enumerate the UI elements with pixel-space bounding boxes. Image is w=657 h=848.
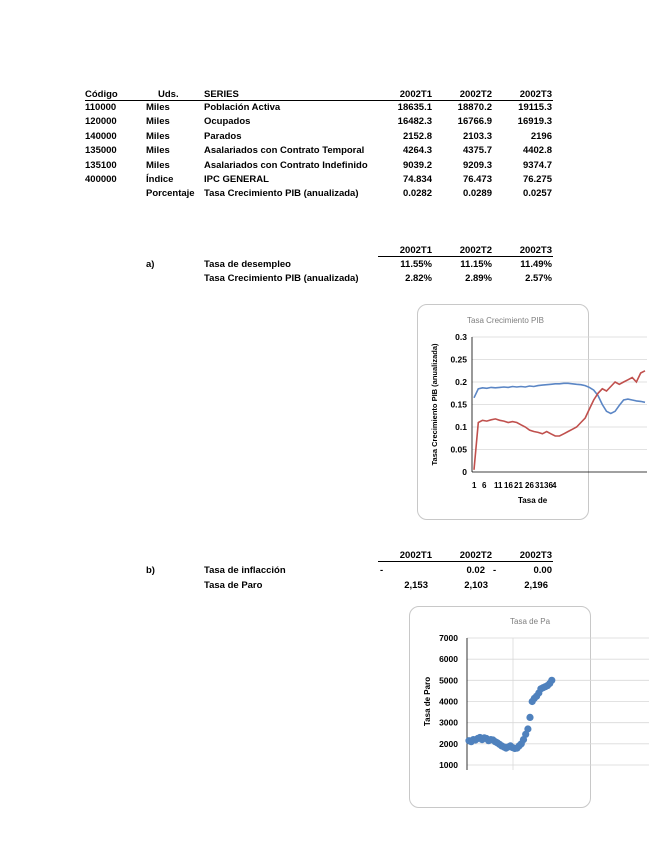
chart-pib-ytick: 0 — [462, 467, 467, 477]
section-a-row-1-v3: 11.49% — [520, 259, 552, 270]
chart-paro-ytick: 5000 — [439, 675, 458, 686]
table-cell-v1: 9039.2 — [402, 159, 432, 171]
section-a-row-1-name: Tasa de desempleo — [204, 259, 291, 270]
chart-pib-ytick: 0.15 — [450, 399, 467, 410]
section-a-header-3: 2002T3 — [519, 245, 552, 256]
table-cell-v1: 0.0282 — [402, 188, 432, 200]
section-b-row-2-v2: 2,103 — [464, 580, 488, 591]
header-codigo: Código — [85, 89, 118, 100]
section-b-row-2-name: Tasa de Paro — [204, 580, 263, 591]
chart-paro-ytick: 3000 — [439, 717, 458, 728]
table-cell-v3: 4402.8 — [522, 145, 552, 157]
table-cell-v2: 18870.2 — [457, 102, 492, 113]
table-cell-series: Asalariados con Contrato Indefinido — [204, 159, 368, 171]
section-b-row-1-v3: 0.00 — [533, 565, 552, 576]
table-cell-v1: 18635.1 — [397, 102, 432, 113]
table-cell-uds: Miles — [146, 116, 170, 128]
table-cell-v3: 76.275 — [522, 174, 552, 185]
table-cell-uds: Miles — [146, 102, 170, 113]
section-b-row-1-v2: 0.02 — [466, 565, 485, 576]
chart-pib-ytick: 0.1 — [455, 422, 467, 432]
chart-pib-ytick: 0.25 — [450, 354, 467, 365]
chart-pib-title: Tasa Crecimiento PIB — [467, 316, 544, 325]
chart-paro-clip — [409, 606, 553, 770]
chart-pib-xtick: 36 — [544, 481, 553, 490]
table-cell-series: Parados — [204, 130, 242, 142]
chart-paro-point — [548, 677, 555, 684]
chart-pib-xtick: 21 — [514, 481, 523, 490]
header-series: SERIES — [204, 89, 239, 100]
table-cell-v2: 4375.7 — [462, 145, 492, 157]
table-cell-v3: 16919.3 — [517, 116, 552, 128]
table-cell-v1: 16482.3 — [397, 116, 432, 128]
section-a-row-2-name: Tasa Crecimiento PIB (anualizada) — [204, 273, 359, 284]
table-cell-codigo: 400000 — [85, 174, 117, 185]
section-b-row-2-v1: 2,153 — [404, 580, 428, 591]
section-a-label: a) — [146, 259, 155, 270]
section-b-row-2-v3: 2,196 — [524, 580, 548, 591]
section-b-header-3: 2002T3 — [519, 550, 552, 561]
section-b-divider — [378, 561, 553, 562]
chart-pib-xtick: 4 — [552, 481, 557, 490]
section-a-divider — [378, 256, 553, 257]
table-cell-series: Ocupados — [204, 116, 251, 128]
table-cell-v3: 0.0257 — [522, 188, 552, 200]
section-b-label: b) — [146, 565, 155, 576]
table-cell-v2: 16766.9 — [457, 116, 492, 128]
table-cell-codigo: 120000 — [85, 116, 117, 128]
chart-pib — [417, 304, 657, 519]
chart-paro-ytick: 7000 — [439, 633, 458, 643]
table-cell-codigo: 135100 — [85, 159, 117, 171]
section-b-row-1-sep: - — [493, 565, 497, 576]
header-divider — [85, 100, 553, 101]
section-b-header-1: 2002T1 — [399, 550, 432, 561]
chart-paro-ytick: 6000 — [439, 654, 458, 665]
chart-pib-ytick: 0.2 — [455, 377, 467, 387]
section-b-header-2: 2002T2 — [459, 550, 492, 561]
section-a-header-1: 2002T1 — [399, 245, 432, 256]
header-period-3: 2002T3 — [519, 89, 552, 100]
section-a-row-2-v2: 2.89% — [465, 273, 492, 284]
section-a-header-2: 2002T2 — [459, 245, 492, 256]
section-a-row-2-v1: 2.82% — [405, 273, 432, 284]
table-cell-v2: 9209.3 — [462, 159, 492, 171]
section-a-row-1-v2: 11.15% — [460, 259, 492, 270]
chart-paro — [409, 606, 649, 770]
table-cell-series: Asalariados con Contrato Temporal — [204, 145, 365, 157]
table-cell-series: IPC GENERAL — [204, 174, 269, 185]
chart-pib-xlabel: Tasa de — [518, 496, 548, 505]
chart-pib-series-red — [474, 371, 645, 470]
chart-pib-ytick: 0.3 — [455, 332, 467, 342]
table-cell-v3: 19115.3 — [518, 102, 552, 113]
table-cell-v2: 2103.3 — [462, 130, 492, 142]
table-cell-uds: Miles — [146, 130, 170, 142]
header-period-1: 2002T1 — [399, 89, 432, 100]
table-cell-v3: 2196 — [530, 130, 552, 142]
chart-pib-ylabel: Tasa Crecimiento PIB (anualizada) — [430, 343, 439, 466]
table-cell-v2: 76.473 — [462, 174, 492, 185]
header-uds: Uds. — [158, 89, 179, 100]
table-cell-series: Tasa Crecimiento PIB (anualizada) — [204, 188, 359, 200]
section-a-row-2-v3: 2.57% — [525, 273, 552, 284]
chart-paro-ytick: 1000 — [439, 760, 458, 770]
chart-pib-xtick: 16 — [504, 481, 513, 490]
chart-pib-xtick: 11 — [494, 481, 503, 490]
table-cell-v2: 0.0289 — [462, 188, 492, 200]
table-cell-v1: 2152.8 — [402, 130, 432, 142]
table-cell-v1: 74.834 — [402, 174, 432, 185]
table-cell-uds: Miles — [146, 159, 170, 171]
chart-paro-point — [526, 714, 533, 721]
chart-pib-series-blue — [474, 383, 645, 413]
table-cell-codigo: 135000 — [85, 145, 117, 157]
table-cell-uds: Porcentaje — [146, 188, 195, 200]
table-cell-codigo: 110000 — [85, 102, 117, 113]
chart-pib-xtick: 26 — [525, 481, 534, 490]
chart-pib-xtick: 6 — [482, 481, 487, 490]
table-cell-v3: 9374.7 — [522, 159, 552, 171]
section-b-row-1-name: Tasa de inflacción — [204, 565, 286, 576]
chart-pib-ytick: 0.05 — [450, 444, 467, 455]
table-cell-v1: 4264.3 — [402, 145, 432, 157]
chart-paro-point — [524, 725, 531, 732]
chart-paro-ylabel: Tasa de Paro — [423, 676, 432, 727]
section-b-row-1-dash: - — [380, 565, 384, 576]
table-cell-uds: Índice — [146, 174, 174, 185]
section-a-row-1-v1: 11.55% — [400, 259, 432, 270]
chart-pib-clip — [417, 304, 557, 519]
chart-paro-title: Tasa de Pa — [510, 617, 551, 626]
chart-paro-ytick: 4000 — [439, 696, 458, 707]
header-period-2: 2002T2 — [459, 89, 492, 100]
chart-pib-xtick: 31 — [535, 481, 544, 490]
table-cell-uds: Miles — [146, 145, 170, 157]
table-cell-codigo: 140000 — [85, 130, 117, 142]
chart-pib-xtick: 1 — [472, 481, 477, 490]
table-cell-series: Población Activa — [204, 102, 281, 113]
chart-paro-ytick: 2000 — [439, 738, 458, 749]
